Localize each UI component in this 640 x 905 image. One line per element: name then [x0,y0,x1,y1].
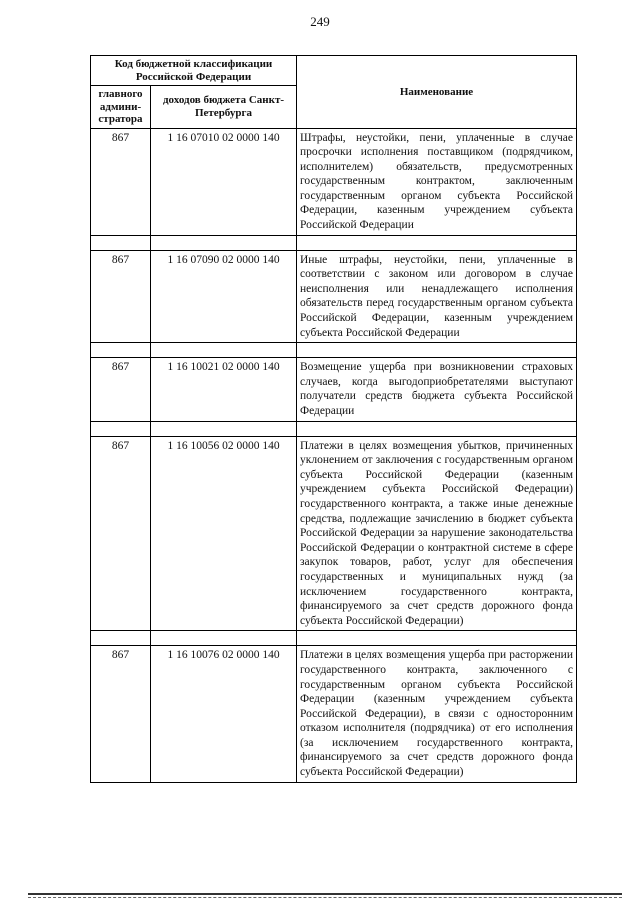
cell-admin-code: 867 [91,128,151,235]
bottom-scan-rule-thin [28,897,622,898]
header-group-title: Код бюджетной классификации Российской Федерации [91,56,297,86]
header-row-group [91,56,577,86]
row-spacer [91,235,577,250]
cell-admin-code: 867 [91,358,151,421]
cell-admin-code: 867 [91,646,151,782]
header-name: Наименование [297,56,577,129]
cell-admin-code: 867 [91,250,151,343]
row-spacer [91,421,577,436]
row-spacer [91,631,577,646]
table-row [91,128,577,235]
budget-classification-table [90,55,577,783]
table-row [91,358,577,421]
bottom-scan-rule [28,893,622,895]
cell-income-code: 1 16 07090 02 0000 140 [151,250,297,343]
cell-name: Штрафы, неустойки, пени, уплаченные в случае просрочки исполнения поставщиком (подрядчиком, исполнителем) обязательств, предусмотренных государственным контрактом, заключенным государственным органом субъекта Российской Федерации, казенным учреждением субъекта Российской Федерации [297,128,577,235]
cell-name: Платежи в целях возмещения ущерба при расторжении государственного контракта, заключенного с государственным органом субъекта Российской Федерации (казенным учреждением субъекта Российской Федерации), в связи с односторонним отказом исполнителя (подрядчика) от его исполнения (за исключением государственного контракта, финансируемого за счет средств дорожного фонда субъекта Российской Федерации) [297,646,577,782]
cell-income-code: 1 16 10021 02 0000 140 [151,358,297,421]
cell-income-code: 1 16 10076 02 0000 140 [151,646,297,782]
table-row [91,646,577,782]
cell-income-code: 1 16 07010 02 0000 140 [151,128,297,235]
cell-admin-code: 867 [91,436,151,631]
table-row [91,436,577,631]
cell-name: Иные штрафы, неустойки, пени, уплаченные в соответствии с законом или договором в случае неисполнения или ненадлежащего исполнения обязательств перед государственным органом субъекта Российской Федерации, казенным учреждением субъекта Российской Федерации [297,250,577,343]
header-admin: главного админи-стратора [91,86,151,129]
row-spacer [91,343,577,358]
cell-income-code: 1 16 10056 02 0000 140 [151,436,297,631]
page-number: 249 [310,14,330,29]
cell-name: Возмещение ущерба при возникновении страховых случаев, когда выгодоприобретателями выступают получатели средств бюджета субъекта Российской Федерации [297,358,577,421]
header-income: доходов бюджета Санкт-Петербурга [151,86,297,129]
cell-name: Платежи в целях возмещения убытков, причиненных уклонением от заключения с государственным органом субъекта Российской Федерации (казенным учреждением субъекта Российской Федерации) государственного контракта, а также иные денежные средства, подлежащие зачислению в бюджет субъекта Российской Федерации за нарушение законодательства Российской Федерации о контрактной системе в сфере закупок товаров, работ, услуг для обеспечения государственных и муниципальных нужд (за исключением государственного контракта, финансируемого за счет средств дорожного фонда субъекта Российской Федерации) [297,436,577,631]
table-row [91,250,577,343]
